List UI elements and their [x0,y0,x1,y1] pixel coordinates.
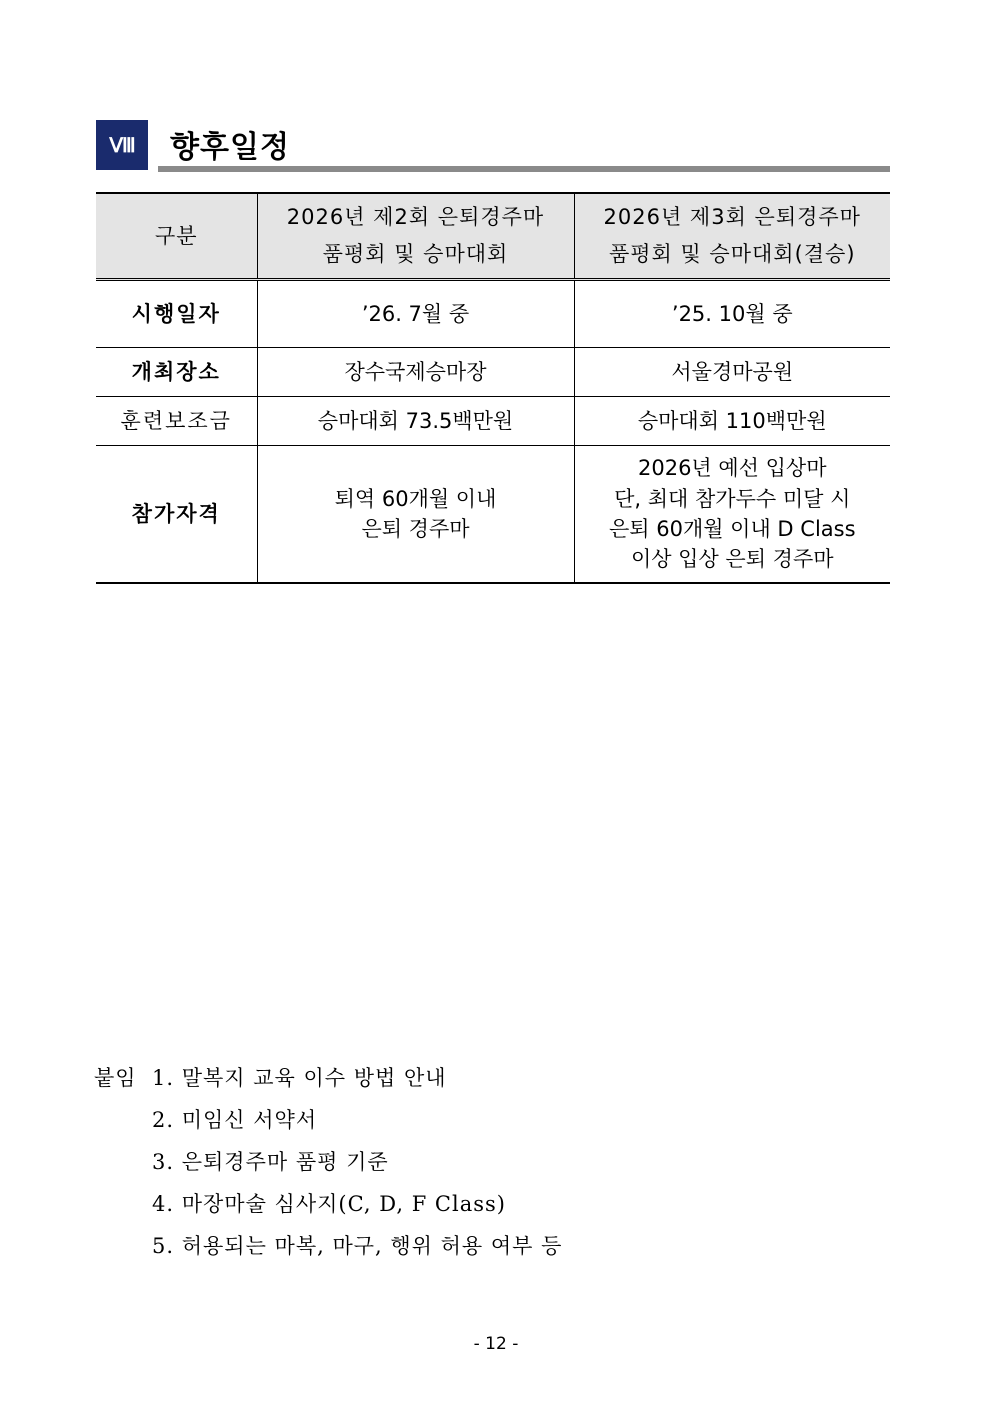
list-item: 2. 미임신 서약서 [152,1108,318,1132]
attachments-label: 붙임 [94,1066,137,1090]
row-label-eligibility: 참가자격 [96,446,257,584]
cell-venue-2: 장수국제승마장 [257,348,574,397]
list-item: 붙임 1. 말복지 교육 이수 방법 안내 [94,1062,562,1104]
cell-date-3: ’25. 10월 중 [574,280,890,348]
row-label-venue: 개최장소 [96,348,257,397]
attachments-list [94,1062,562,1272]
row-label-date: 시행일자 [96,280,257,348]
table-row [96,280,890,348]
row-label-subsidy: 훈련보조금 [96,397,257,446]
section-title: 향후일정 [170,130,290,165]
header-event-3: 2026년 제3회 은퇴경주마 품평회 및 승마대회(결승) [574,193,890,280]
section-number-badge: Ⅷ [96,120,148,170]
cell-date-2: ’26. 7월 중 [257,280,574,348]
section-header [96,118,890,174]
table-header-row [96,193,890,280]
cell-venue-3: 서울경마공원 [574,348,890,397]
cell-eligibility-3: 2026년 예선 입상마 단, 최대 참가두수 미달 시 은퇴 60개월 이내 D Class 이상 입상 은퇴 경주마 [574,446,890,584]
cell-subsidy-2: 승마대회 73.5백만원 [257,397,574,446]
list-item: 5. 허용되는 마복, 마구, 행위 허용 여부 등 [152,1234,563,1258]
cell-eligibility-2: 퇴역 60개월 이내 은퇴 경주마 [257,446,574,584]
header-category: 구분 [96,193,257,280]
list-item: 4. 마장마술 심사지(C, D, F Class) [152,1192,506,1216]
header-event-2: 2026년 제2회 은퇴경주마 품평회 및 승마대회 [257,193,574,280]
schedule-table [96,192,890,584]
table-row [96,397,890,446]
page-number: - 12 - [473,1334,519,1354]
table-row [96,446,890,584]
section-underline [158,166,890,172]
cell-subsidy-3: 승마대회 110백만원 [574,397,890,446]
table-row [96,348,890,397]
list-item: 3. 은퇴경주마 품평 기준 [152,1150,389,1174]
